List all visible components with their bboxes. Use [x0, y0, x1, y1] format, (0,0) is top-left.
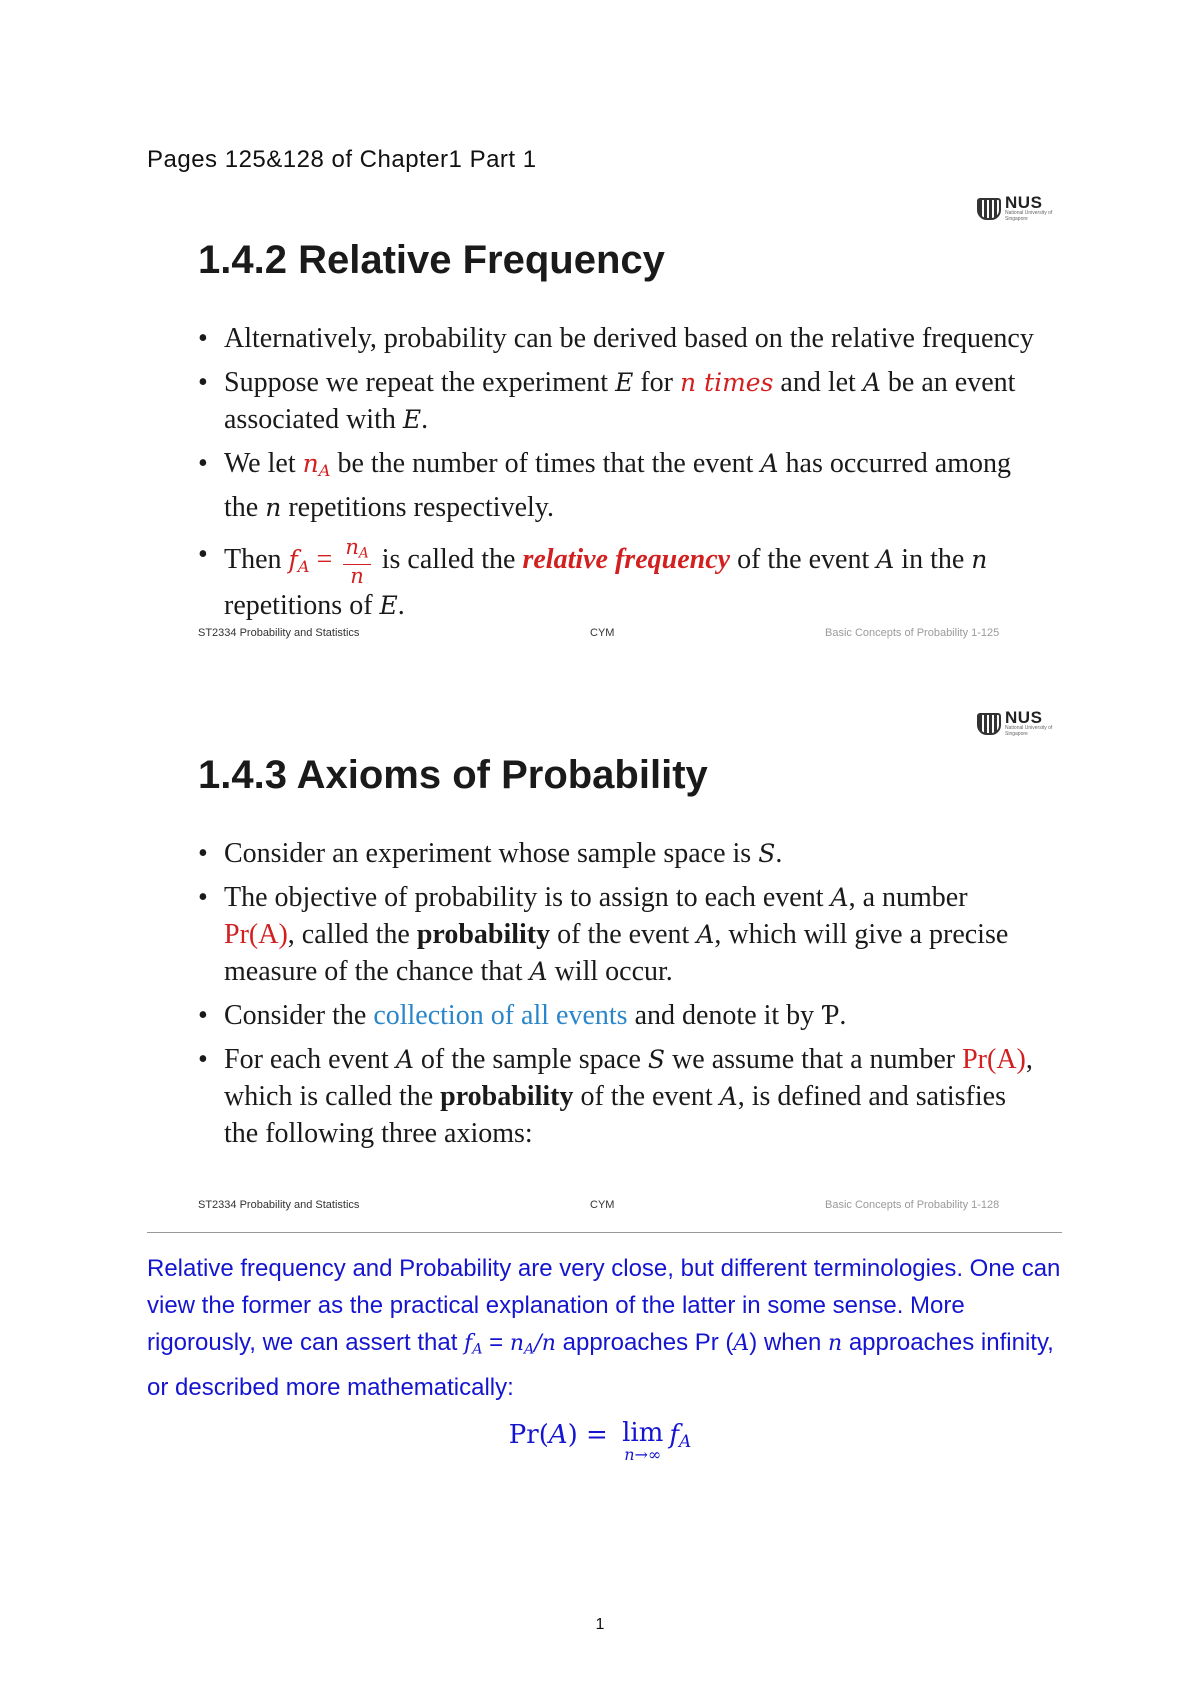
math-subscript: A: [679, 1431, 692, 1452]
bullet-text: of the sample space: [413, 1044, 648, 1075]
bullet-text: Suppose we repeat the experiment: [224, 367, 616, 398]
math-var: A: [395, 1045, 414, 1074]
math-var: A: [733, 1331, 750, 1356]
page-number: 1: [595, 1616, 605, 1633]
math-var: n: [345, 535, 359, 560]
nus-logo: [977, 708, 1070, 737]
note-text: approaches Pr (: [555, 1329, 734, 1356]
nus-crest-icon: [977, 713, 1001, 735]
bullet-text: in the: [894, 544, 972, 576]
bullet-text: of the event: [550, 919, 697, 950]
note-text: ) when: [749, 1329, 828, 1356]
nus-logo-text: NUS: [1005, 708, 1043, 727]
math-pr-a: Pr(A): [962, 1044, 1026, 1075]
bullet-item: [198, 364, 1038, 438]
note-text: approaches infinity, or described more mathematically:: [147, 1329, 1054, 1401]
bullet-item: [198, 445, 1038, 526]
note-text: Relative frequency and Probability are very close, but different terminologies. One can view the former as the practical explanation of the latter in some sense. More rigorously, we can assert that: [147, 1255, 1061, 1356]
math-var: n: [302, 449, 319, 478]
math-equals: =: [309, 544, 340, 576]
math-var: E: [379, 591, 398, 621]
math-var: f: [669, 1420, 680, 1450]
nus-logo-subtext: National University of Singapore: [1005, 725, 1053, 737]
bullet-text: , called the: [287, 919, 417, 950]
bullet-text: Then: [224, 544, 289, 576]
bullet-text: , is defined and satisfies the following three axioms:: [224, 1081, 1006, 1149]
slide-title: 1.4.3 Axioms of Probability: [198, 753, 708, 797]
math-fA: [288, 545, 310, 577]
math-var: A: [876, 545, 895, 575]
math-var: A: [830, 883, 849, 912]
math-subscript: A: [524, 1341, 535, 1358]
bullet-text: The objective of probability is to assign to each event: [224, 882, 831, 913]
math-var: E: [402, 405, 422, 434]
emphasis-relative-frequency: relative frequency: [522, 544, 731, 576]
page-header: Pages 125&128 of Chapter1 Part 1: [147, 146, 537, 173]
slide-footer-right: Basic Concepts of Probability 1-125: [825, 627, 1000, 639]
bullet-text: , which will give a precise measure of the chance that: [224, 919, 1009, 987]
math-var: n: [971, 545, 988, 575]
slide-relative-frequency: [170, 190, 1070, 650]
bullet-text: repetitions respectively.: [281, 492, 554, 524]
math-var: A: [862, 368, 881, 397]
bold-probability: probability: [416, 919, 551, 950]
bullet-text: for: [633, 367, 680, 398]
slide-footer-left: ST2334 Probability and Statistics: [198, 627, 360, 639]
math-var: A: [719, 1082, 738, 1111]
math-nA: [302, 449, 331, 481]
nus-logo: [977, 193, 1070, 222]
bullet-text: and denote it by Ƥ.: [627, 1000, 847, 1031]
formula-equals: ) =: [567, 1420, 617, 1450]
math-subscript: A: [297, 557, 310, 577]
math-var: E: [615, 368, 634, 397]
math-var: f: [288, 545, 298, 575]
math-nA: [510, 1331, 535, 1356]
limit-operator: [622, 1420, 663, 1464]
bullet-text: .: [421, 404, 429, 435]
bullet-text: will occur.: [547, 956, 673, 987]
limit-subscript: n→∞: [624, 1445, 662, 1464]
math-var: A: [696, 920, 715, 949]
slide-footer-center: CYM: [590, 1199, 615, 1211]
fraction-numerator: [343, 536, 370, 565]
math-pr-a: Pr(A): [224, 919, 288, 950]
nus-crest-icon: [977, 198, 1001, 220]
math-var: A: [529, 957, 548, 986]
math-var: n: [827, 1331, 843, 1356]
bullet-text: Consider an experiment whose sample space is: [224, 838, 759, 869]
bullet-text: Alternatively, probability can be derived based on the relative frequency: [224, 323, 1034, 354]
math-var: /n: [534, 1331, 556, 1356]
bullet-text: Consider the: [224, 1000, 374, 1031]
bullet-list: [198, 320, 1038, 631]
math-var: n times: [680, 368, 774, 397]
limit-label: lim: [622, 1418, 664, 1448]
bullet-text: of the event: [573, 1081, 720, 1112]
bullet-item: [198, 320, 1038, 357]
slide-title: 1.4.2 Relative Frequency: [198, 238, 665, 282]
bullet-item: [198, 1041, 1038, 1152]
limit-formula: [0, 1420, 1200, 1464]
slide-axioms-of-probability: [170, 705, 1070, 1215]
bullet-text: repetitions of: [224, 590, 380, 622]
bullet-text: , which is called the: [224, 1044, 1033, 1112]
math-subscript: A: [472, 1341, 483, 1358]
math-fA: [669, 1420, 691, 1450]
math-var: n: [265, 493, 282, 523]
slide-footer-left: ST2334 Probability and Statistics: [198, 1199, 360, 1211]
bullet-text: We let: [224, 448, 303, 479]
bullet-text: be an event associated with: [224, 367, 1016, 435]
bullet-item: [198, 835, 1038, 872]
bullet-item: [198, 997, 1038, 1034]
bullet-text: , a number: [848, 882, 968, 913]
section-divider: [147, 1232, 1062, 1233]
math-var: A: [548, 1420, 568, 1450]
math-fraction: [343, 536, 370, 587]
math-equals: =: [482, 1329, 510, 1356]
bullet-text: is called the: [374, 544, 523, 576]
bullet-item: [198, 879, 1038, 990]
nus-logo-subtext: National University of Singapore: [1005, 210, 1053, 222]
bullet-text: For each event: [224, 1044, 396, 1075]
explanatory-note: [147, 1250, 1067, 1406]
math-var: S: [758, 839, 776, 868]
bullet-text: .: [397, 590, 405, 622]
bullet-list: [198, 835, 1038, 1159]
bullet-text: we assume that a number: [665, 1044, 963, 1075]
formula-pr: Pr(: [508, 1420, 549, 1450]
math-var: f: [464, 1331, 473, 1356]
fraction-denominator: n: [350, 564, 364, 589]
highlight-n-times: [680, 367, 773, 398]
bullet-text: of the event: [730, 544, 877, 576]
slide-footer-right: Basic Concepts of Probability 1-128: [825, 1199, 1000, 1211]
math-var: A: [760, 449, 779, 478]
nus-logo-text: NUS: [1005, 193, 1043, 212]
bullet-item: [198, 536, 1038, 624]
math-var: n: [509, 1331, 525, 1356]
bullet-text: be the number of times that the event: [330, 448, 761, 479]
math-subscript: A: [318, 461, 331, 481]
bullet-text: and let: [773, 367, 863, 398]
bullet-text: has occurred among the: [224, 448, 1011, 524]
math-fA: [464, 1331, 482, 1356]
bold-probability: probability: [440, 1081, 574, 1112]
highlight-collection-of-all-events: collection of all events: [373, 1000, 628, 1031]
math-var: S: [647, 1045, 666, 1074]
math-subscript: A: [358, 545, 369, 562]
slide-footer-center: CYM: [590, 627, 615, 639]
bullet-text: .: [775, 838, 783, 869]
